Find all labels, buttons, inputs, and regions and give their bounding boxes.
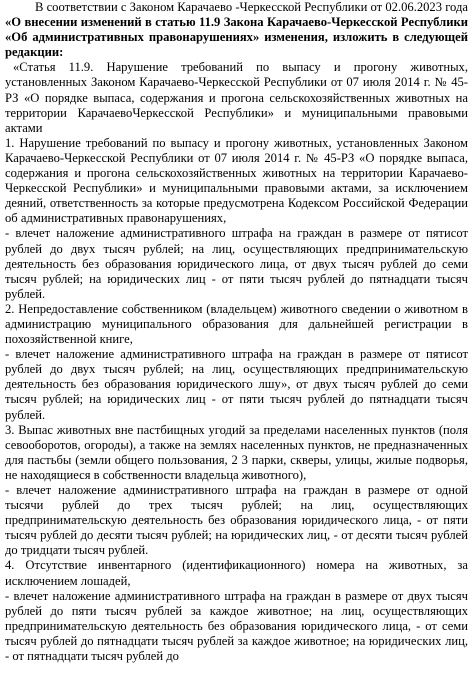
intro-paragraph bbox=[5, 0, 468, 60]
item-4-text: 4. Отсутствие инвентарного (идентификационного) номера на животных, за исключением лошадей, bbox=[5, 558, 468, 588]
item-1-penalty: - влечет наложение административного штрафа на граждан в размере от пятисот рублей до двух тысяч рублей; на лиц, осуществляющих предпринимательскую деятельность без образования юридического лица, от двух тысяч рублей до семи тысяч рублей; на юридических лиц - от пяти тысяч рублей до пятнадцати тысяч рублей. bbox=[5, 226, 468, 301]
item-2-text: 2. Непредоставление собственником (владельцем) животного сведении о животном в администрацию муниципального образования для дальнейшей регистрации в похозяйственной книге, bbox=[5, 301, 468, 347]
intro-lead: В соответствии с Законом Карачаево -Черкесской Республики от 02.06.2023 года bbox=[35, 0, 468, 14]
article-heading: «Статья 11.9. Нарушение требований по выпасу и прогону животных, установленных Законом Карачаево-Черкесской Республики от 07 июля 2014 г. № 45-РЗ «О порядке выпаса, содержания и прогона сельскохозяйственных животных на территории КарачаевоЧеркесской Республики» и муниципальными правовыми актами bbox=[5, 60, 468, 135]
intro-bold: «О внесении изменений в статью 11.9 Закона Карачаево-Черкесской Республики «Об административных правонарушениях» изменения, изложить в следующей редакции: bbox=[5, 15, 468, 60]
item-2-penalty: - влечет наложение административного штрафа на граждан в размере от пятисот рублей до двух тысяч рублей; на лиц, осуществляющих предпринимательскую деятельность без образования юридического лшу», от двух тысяч рублей до семи тысяч рублей; на юридических лиц - от пяти тысяч рублей до пятнадцати тысяч рублей. bbox=[5, 347, 468, 422]
item-3-penalty: - влечет наложение административного штрафа на граждан в размере от одной тысячи рублей до трех тысяч рублей; на лиц, осуществляющих предпринимательскую деятельность без образования юридического лица, - от пяти тысяч рублей до десяти тысяч рублей; на юридических лиц, - от десяти тысяч рублей до тридцати тысяч рублей. bbox=[5, 483, 468, 558]
item-1-text: 1. Нарушение требований по выпасу и прогону животных, установленных Законом Карачаево-Черкесской Республики от 07 июля 2014 г. № 45-РЗ «О порядке выпаса, содержания и прогона сельскохозяйственных животных на территории Карачаево-Черкесской Республики» и муниципальными правовыми актами, за исключением деяний, ответственность за которые предусмотрена Кодексом Российской Федерации об административных правонарушениях, bbox=[5, 135, 468, 226]
item-4-penalty: - влечет наложение административного штрафа на граждан в размере от двух тысяч рублей до пяти тысяч рублей за каждое животное; на лиц, осуществляющих предпринимательскую деятельность без образования юридического лица, - от семи тысяч рублей до пятнадцати тысяч рублей за каждое животное; на юридических лиц, - от пятнадцати тысяч рублей до bbox=[5, 588, 468, 664]
item-3-text: 3. Выпас животных вне пастбищных угодий за пределами населенных пунктов (поля севооборотов, огороды), а также на землях населенных пунктов, не предназначенных для пастьбы (земли общего пользования, 2 3 парки, скверы, улицы, жилые подворья, не находящиеся в собственности владельца животного), bbox=[5, 422, 468, 482]
